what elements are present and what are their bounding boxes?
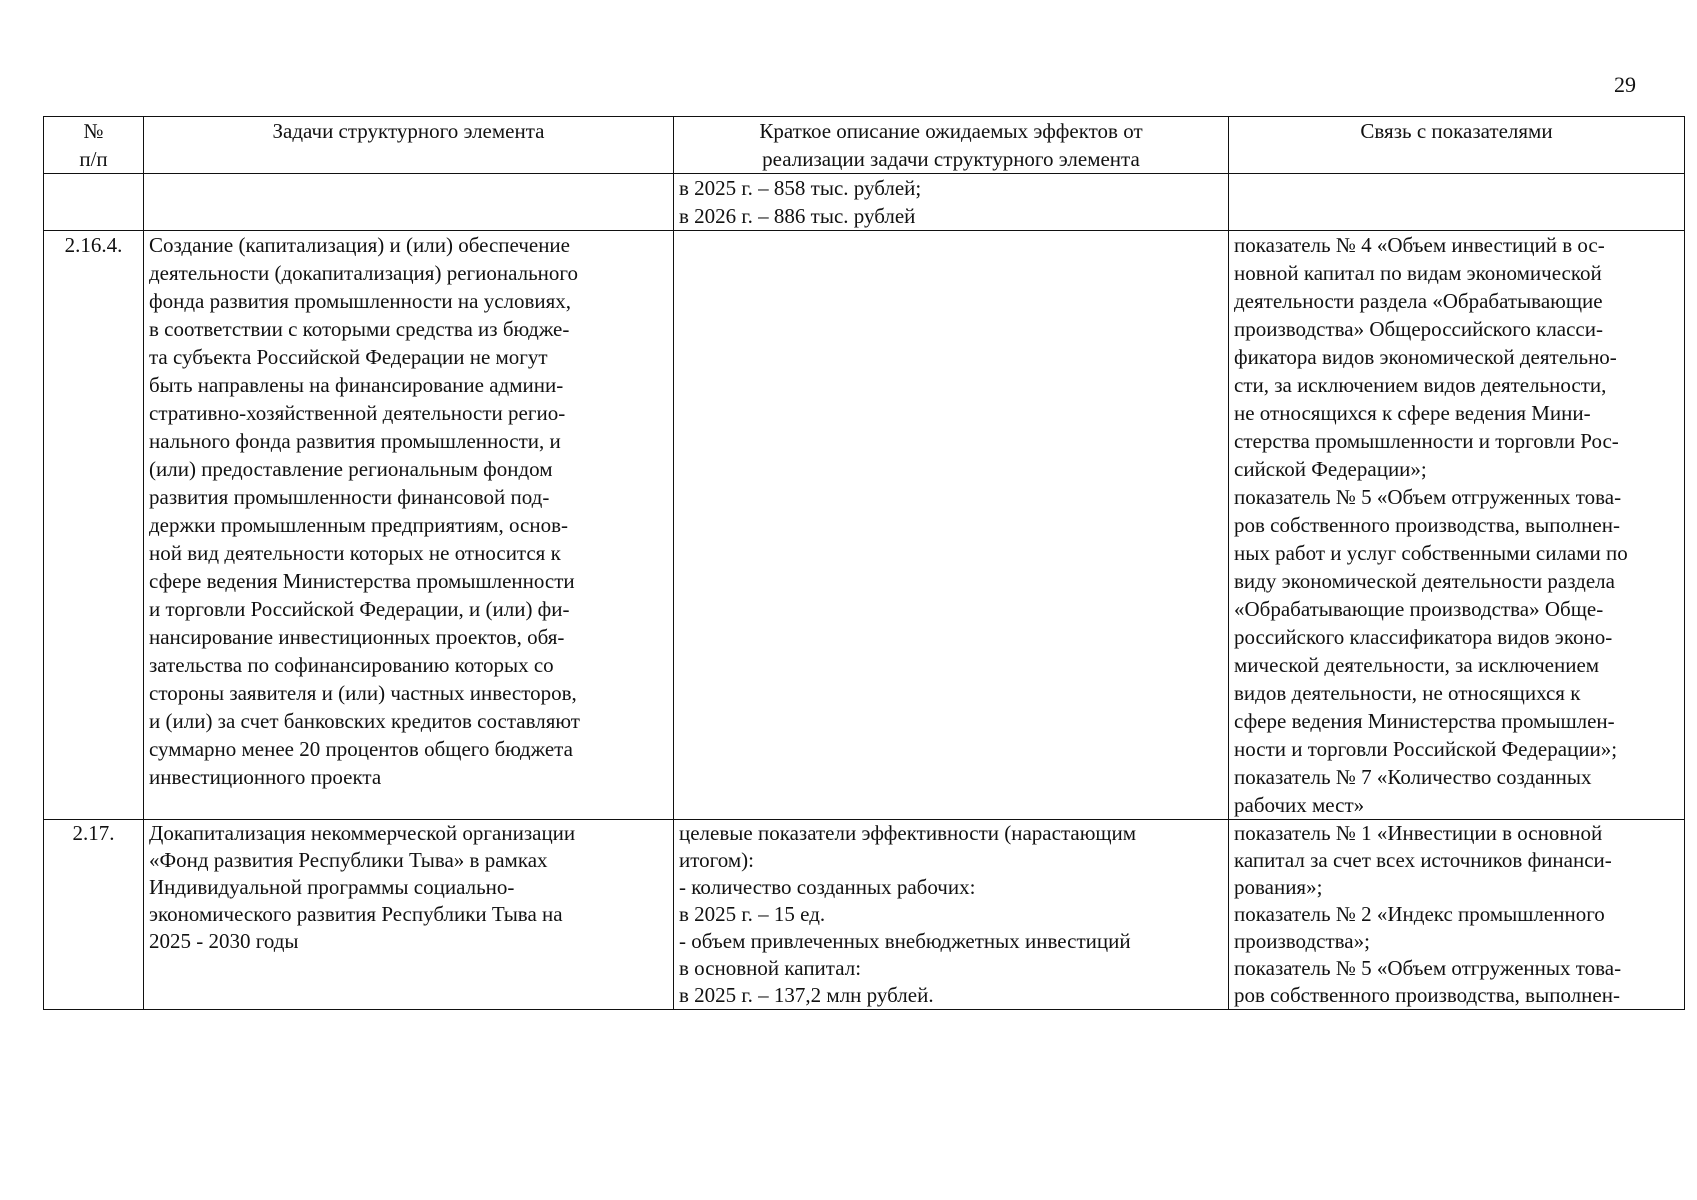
text-line: и торговли Российской Федерации, и (или) фи- [149, 597, 570, 621]
text-line: нансирование инвестиционных проектов, обя- [149, 625, 565, 649]
text-line: видов деятельности, не относящихся к [1234, 681, 1581, 705]
text-line: фонда развития промышленности на условиях, [149, 289, 572, 313]
text-line: российского классификатора видов эконо- [1234, 625, 1613, 649]
row-number: 2.17. [44, 820, 144, 1010]
text-line: п/п [79, 147, 108, 171]
text-line: виду экономической деятельности раздела [1234, 569, 1615, 593]
text-line: новной капитал по видам экономической [1234, 261, 1602, 285]
text-line: «Фонд развития Республики Тыва» в рамках [149, 848, 548, 872]
text-line: стративно-хозяйственной деятельности регио- [149, 401, 566, 425]
row-number: 2.16.4. [44, 231, 144, 820]
text-line: Создание (капитализация) и (или) обеспечение [149, 233, 570, 257]
text-line: быть направлены на финансирование админи- [149, 373, 564, 397]
measures-table [43, 116, 1685, 1010]
text-line: ров собственного производства, выполнен- [1234, 513, 1620, 537]
text-line: в 2026 г. – 886 тыс. рублей [679, 204, 916, 228]
text-line: показатель № 5 «Объем отгруженных това- [1234, 956, 1622, 980]
text-line: в 2025 г. – 858 тыс. рублей; [679, 176, 922, 200]
text-line: сфере ведения Министерства промышленности [149, 569, 575, 593]
text-line: фикатора видов экономической деятельно- [1234, 345, 1617, 369]
header-effects [674, 117, 1229, 174]
text-line: ной вид деятельности которых не относится к [149, 541, 561, 565]
text-line: инвестиционного проекта [149, 765, 382, 789]
text-line: производства»; [1234, 929, 1370, 953]
text-line: «Обрабатывающие производства» Обще- [1234, 597, 1604, 621]
text-line: Докапитализация некоммерческой организации [149, 821, 576, 845]
text-line: рабочих мест» [1234, 793, 1365, 817]
row-task [144, 231, 674, 820]
text-line: ных работ и услуг собственными силами по [1234, 541, 1628, 565]
text-line: развития промышленности финансовой под- [149, 485, 550, 509]
text-line: 2025 - 2030 годы [149, 929, 299, 953]
text-line: мической деятельности, за исключением [1234, 653, 1600, 677]
row-effect [674, 820, 1229, 1010]
text-line: Индивидуальной программы социально- [149, 875, 515, 899]
row-task [144, 820, 674, 1010]
text-line: Связь с показателями [1360, 119, 1553, 143]
row-effect [674, 231, 1229, 820]
text-line: в 2025 г. – 137,2 млн рублей. [679, 983, 934, 1007]
text-line: стерства промышленности и торговли Рос- [1234, 429, 1619, 453]
text-line: ров собственного производства, выполнен- [1234, 983, 1620, 1007]
text-line: - количество созданных рабочих: [679, 875, 976, 899]
page-number: 29 [1614, 72, 1636, 97]
text-line: показатель № 1 «Инвестиции в основной [1234, 821, 1603, 845]
header-indicators [1229, 117, 1685, 174]
text-line: в основной капитал: [679, 956, 862, 980]
text-line: не относящихся к сфере ведения Мини- [1234, 401, 1591, 425]
row-effect [674, 174, 1229, 231]
text-line: - объем привлеченных внебюджетных инвестиций [679, 929, 1131, 953]
text-line: держки промышленным предприятиям, основ- [149, 513, 568, 537]
text-line: капитал за счет всех источников финанси- [1234, 848, 1612, 872]
text-line: стороны заявителя и (или) частных инвесторов, [149, 681, 577, 705]
text-line: в соответствии с которыми средства из бюдже- [149, 317, 570, 341]
text-line: деятельности (докапитализация) регионального [149, 261, 579, 285]
text-line: показатель № 4 «Объем инвестиций в ос- [1234, 233, 1605, 257]
text-line: (или) предоставление региональным фондом [149, 457, 553, 481]
text-line: сийской Федерации»; [1234, 457, 1427, 481]
text-line: суммарно менее 20 процентов общего бюджета [149, 737, 573, 761]
text-line: экономического развития Республики Тыва на [149, 902, 563, 926]
header-number [44, 117, 144, 174]
row-indicators [1229, 820, 1685, 1010]
row-number [44, 174, 144, 231]
text-line: зательства по софинансированию которых со [149, 653, 554, 677]
text-line: та субъекта Российской Федерации не могут [149, 345, 548, 369]
row-task [144, 174, 674, 231]
text-line: показатель № 5 «Объем отгруженных това- [1234, 485, 1622, 509]
header-tasks [144, 117, 674, 174]
table-header-row [44, 117, 1685, 174]
text-line: сти, за исключением видов деятельности, [1234, 373, 1607, 397]
text-line: реализации задачи структурного элемента [762, 147, 1140, 171]
table-row [44, 174, 1685, 231]
text-line: рования»; [1234, 875, 1323, 899]
text-line: в 2025 г. – 15 ед. [679, 902, 826, 926]
text-line: показатель № 2 «Индекс промышленного [1234, 902, 1605, 926]
text-line: сфере ведения Министерства промышлен- [1234, 709, 1615, 733]
row-indicators [1229, 231, 1685, 820]
text-line: Задачи структурного элемента [272, 119, 545, 143]
text-line: нального фонда развития промышленности, и [149, 429, 561, 453]
text-line: целевые показатели эффективности (нарастающим [679, 821, 1137, 845]
text-line: Краткое описание ожидаемых эффектов от [759, 119, 1143, 143]
text-line: № [83, 119, 104, 143]
table-row [44, 820, 1685, 1010]
text-line: показатель № 7 «Количество созданных [1234, 765, 1592, 789]
text-line: производства» Общероссийского класси- [1234, 317, 1603, 341]
text-line: ности и торговли Российской Федерации»; [1234, 737, 1618, 761]
text-line: деятельности раздела «Обрабатывающие [1234, 289, 1603, 313]
table-row [44, 231, 1685, 820]
row-indicators [1229, 174, 1685, 231]
text-line: и (или) за счет банковских кредитов составляют [149, 709, 580, 733]
text-line: итогом): [679, 848, 754, 872]
